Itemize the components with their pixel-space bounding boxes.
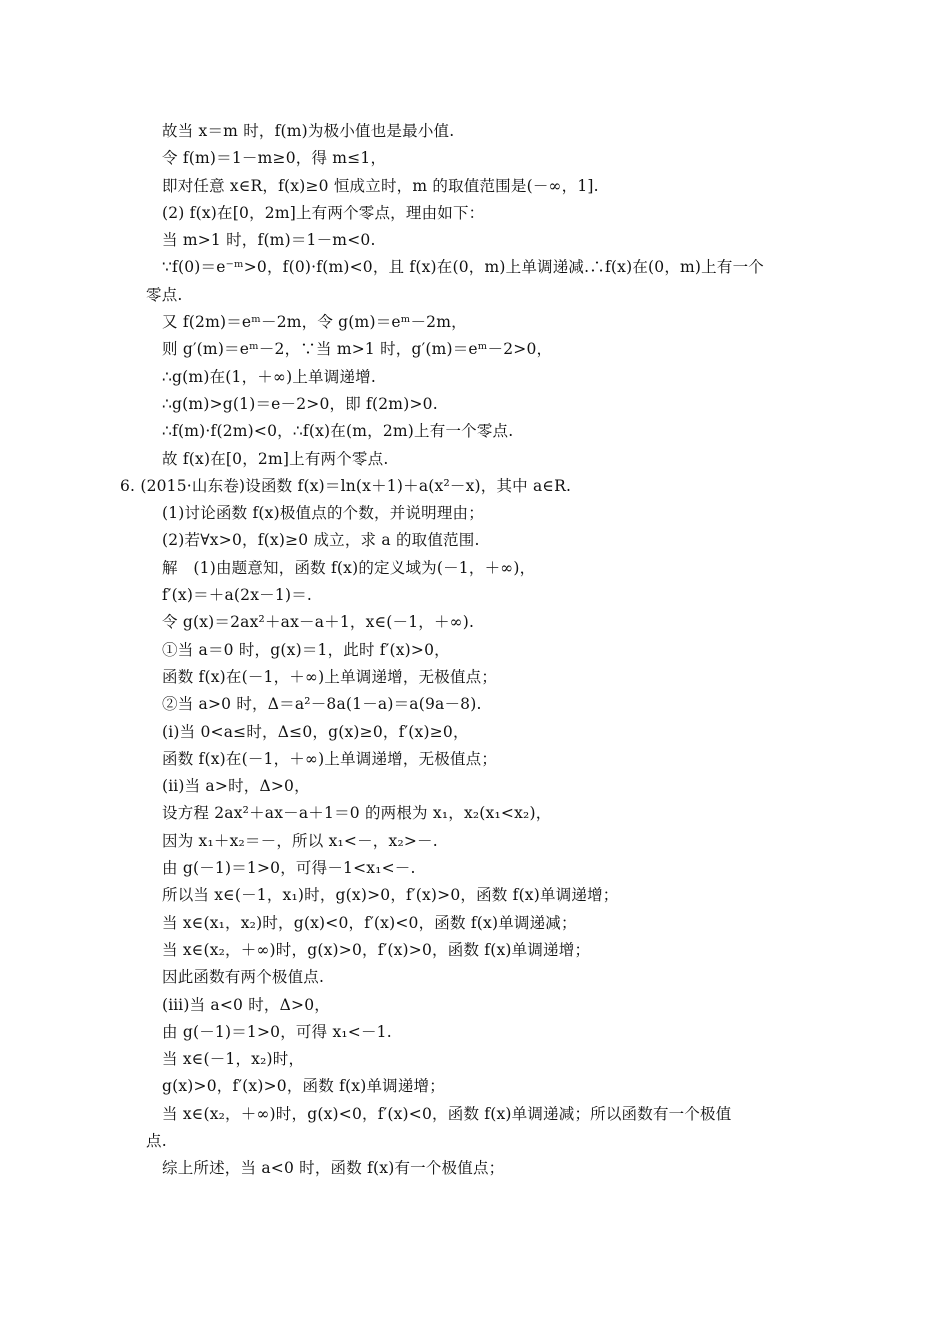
text-line: 当 x∈(－1，x₂)时， [162, 1050, 305, 1069]
text-line: 当 x∈(x₂，＋∞)时，g(x)<0，f′(x)<0，函数 f(x)单调递减；所以函数有一个极值 [162, 1104, 732, 1123]
text-line: 故当 x＝m 时，f(m)为极小值也是最小值. [162, 122, 455, 140]
text-line: 设方程 2ax²＋ax－a＋1＝0 的两根为 x₁，x₂(x₁<x₂)， [162, 804, 552, 823]
text-line: 令 g(x)＝2ax²＋ax－a＋1，x∈(－1，＋∞). [162, 613, 475, 632]
text-line: 所以当 x∈(－1，x₁)时，g(x)>0，f′(x)>0，函数 f(x)单调递增； [162, 886, 619, 905]
text-line: 即对任意 x∈R，f(x)≥0 恒成立时，m 的取值范围是(－∞，1]. [162, 176, 599, 195]
text-line: 点. [146, 1131, 167, 1150]
text-line: g(x)>0，f′(x)>0，函数 f(x)单调递增； [162, 1077, 445, 1096]
text-line: 函数 f(x)在(－1，＋∞)上单调递增，无极值点； [162, 749, 498, 768]
text-line: (ⅲ)当 a<0 时，Δ>0， [162, 995, 330, 1014]
text-line: (1)讨论函数 f(x)极值点的个数，并说明理由； [162, 504, 484, 523]
text-line: 令 f(m)＝1－m≥0，得 m≤1， [162, 149, 387, 168]
text-line: ∵f(0)＝e⁻ᵐ>0，f(0)·f(m)<0，且 f(x)在(0，m)上单调递减.∴f(x)在(0，m)上有一个 [162, 258, 764, 277]
document-body [0, 118, 950, 1183]
text-line: 零点. [146, 285, 183, 304]
text-line: (ⅱ)当 a>时，Δ>0， [162, 777, 310, 796]
text-line: ②当 a>0 时，Δ＝a²－8a(1－a)＝a(9a－8). [162, 695, 482, 714]
text-line: ①当 a＝0 时，g(x)＝1，此时 f′(x)>0， [162, 640, 450, 659]
text-line: 由 g(－1)＝1>0，可得－1<x₁<－. [162, 859, 416, 878]
text-line: 综上所述，当 a<0 时，函数 f(x)有一个极值点； [162, 1159, 505, 1178]
text-line: ∴g(m)>g(1)＝e－2>0，即 f(2m)>0. [162, 394, 438, 413]
text-line: 因为 x₁＋x₂＝－，所以 x₁<－，x₂>－. [162, 831, 438, 850]
question-heading: 6. (2015·山东卷)设函数 f(x)＝ln(x＋1)＋a(x²－x)，其中 a∈R. [120, 476, 572, 495]
text-line: 当 x∈(x₂，＋∞)时，g(x)>0，f′(x)>0，函数 f(x)单调递增； [162, 940, 591, 959]
text-line: 当 m>1 时，f(m)＝1－m<0. [162, 231, 376, 250]
text-line: 又 f(2m)＝eᵐ－2m，令 g(m)＝eᵐ－2m， [162, 313, 467, 332]
text-line: (2)若∀x>0，f(x)≥0 成立，求 a 的取值范围. [162, 531, 480, 550]
text-line: 解 (1)由题意知，函数 f(x)的定义域为(－1，＋∞)， [162, 558, 536, 577]
text-line: 故 f(x)在[0，2m]上有两个零点. [162, 449, 389, 468]
text-line: 由 g(－1)＝1>0，可得 x₁<－1. [162, 1022, 392, 1041]
text-line: f′(x)＝＋a(2x－1)＝. [162, 586, 313, 605]
text-line: (ⅰ)当 0<a≤时，Δ≤0，g(x)≥0，f′(x)≥0， [162, 722, 469, 741]
text-line: ∴f(m)·f(2m)<0，∴f(x)在(m，2m)上有一个零点. [162, 422, 514, 441]
text-line: ∴g(m)在(1，＋∞)上单调递增. [162, 367, 376, 386]
text-line: (2) f(x)在[0，2m]上有两个零点，理由如下： [162, 203, 485, 222]
text-line: 则 g′(m)＝eᵐ－2，∵当 m>1 时，g′(m)＝eᵐ－2>0， [162, 340, 553, 359]
text-line: 当 x∈(x₁，x₂)时，g(x)<0，f′(x)<0，函数 f(x)单调递减； [162, 913, 577, 932]
text-line: 函数 f(x)在(－1，＋∞)上单调递增，无极值点； [162, 667, 498, 686]
text-line: 因此函数有两个极值点. [162, 968, 325, 987]
